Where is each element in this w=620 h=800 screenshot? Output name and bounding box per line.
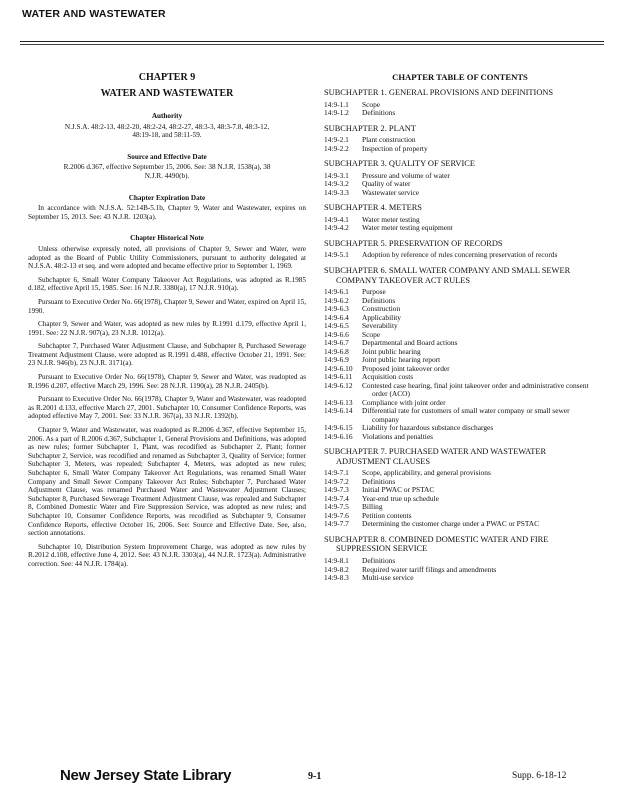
running-header: WATER AND WASTEWATER [22,8,166,20]
subchapter-heading: SUBCHAPTER 1. GENERAL PROVISIONS AND DEFINITIONS [324,88,554,97]
expiration-text: In accordance with N.J.S.A. 52:14B-5.1b, Chapter 9, Water and Wastewater, expires on September 15, 2013. See: 43 N.J.R. 1203(a). [28,204,306,221]
section-number: 14:9-6.3 [324,304,349,314]
section-number: 14:9-7.4 [324,493,349,503]
toc-entry [324,433,596,442]
toc-entry [324,574,596,583]
section-number: 14:9-7.2 [324,476,349,486]
history-notes [28,245,306,569]
section-number: 14:9-6.6 [324,329,349,339]
toc-entry [324,109,596,118]
section-title: Plant construction [362,135,416,145]
section-number: 14:9-4.1 [324,214,349,224]
section-number: 14:9-6.9 [324,355,349,365]
section-number: 14:9-6.16 [324,431,353,441]
section-title: Acquisition costs [362,372,414,382]
subchapter-heading: SUBCHAPTER 3. QUALITY OF SERVICE [324,159,475,169]
section-number: 14:9-2.2 [324,143,349,153]
section-number: 14:9-6.8 [324,346,349,356]
history-paragraph: Chapter 9, Sewer and Water, was adopted as new rules by R.1991 d.179, effective April 1, 1991. See: 22 N.J.R. 907(a), 23 N.J.R. 1012(a). [28,320,306,337]
table-of-contents [324,88,596,583]
expiration-heading: Chapter Expiration Date [128,193,206,202]
history-paragraph: Chapter 9, Water and Wastewater, was readopted as R.2006 d.367, effective September 15, 2006. As a part of R.2006 d.367, Subchapter 1, General Provisions and Definitions, was adopted as new rules; former Subchapter 1, Plant, was recodified as Subchapter 2, Plant; former Subchapter 2, Service, was recodified and renamed as Subchapter 3, Quality of Service; former Subchapter 3, Meters, was repealed; Subchapter 4, Meters, was adopted as new rules; Subchapter 6, Small Water Company Takeover Act Regulations, was renamed Small Water Company and Small Sewer Company Takeover Act Rules; Subchapter 7, Purchased Water Adjustment Clause, was renamed Purchased Water and Wastewater Adjustment Clauses; Subchapter 8, Purchased Sewerage Treatment Adjustment Clause, was repealed and Subchapter 8, Combined Domestic Water and Fire Suppression Service, was adopted as new rules; and Subchapter 10, Consumer Confidence Reports, was recodified as Subchapter 9, Consumer Confidence Reports, effective October 16, 2006. See: Source and Effective Date. See, also, section annotations. [28,426,306,538]
history-paragraph: Subchapter 6, Small Water Company Takeover Act Regulations, was adopted as R.1985 d.182, effective April 15, 1985. See: 16 N.J.R. 3380(a), 17 N.J.R. 910(a). [28,275,306,293]
section-title: Purpose [362,287,386,297]
section-number: 14:9-8.2 [324,564,349,574]
section-title: Violations and penalties [362,431,433,441]
section-number: 14:9-6.15 [324,423,353,433]
history-heading: Chapter Historical Note [130,234,204,243]
toc-entry [324,251,596,260]
source-heading: Source and Effective Date [127,152,207,161]
section-title: Wastewater service [362,187,420,197]
section-title: Departmental and Board actions [362,338,458,348]
section-number: 14:9-8.1 [324,556,349,566]
section-number: 14:9-1.1 [324,99,349,109]
section-number: 14:9-7.3 [324,485,349,495]
authority-heading: Authority [151,112,183,120]
supplement-date: Supp. 6-18-12 [512,771,567,781]
history-paragraph: Pursuant to Executive Order No. 66(1978), Chapter 9, Sewer and Water, expired on April 15, 1990. [28,297,306,315]
section-title: Water meter testing [362,214,420,224]
section-title: Water meter testing equipment [362,223,453,233]
section-number: 14:9-3.3 [324,187,349,197]
header-rule-thin [20,44,604,45]
section-title: Multi-use service [362,573,414,583]
section-number: 14:9-1.2 [324,108,349,118]
section-title: Scope, applicability, and general provisions [362,468,491,478]
section-title: Year-end true up schedule [362,493,439,503]
section-number: 14:9-6.13 [324,397,353,407]
section-number: 14:9-6.7 [324,338,349,348]
subchapter-heading: SUBCHAPTER 2. PLANT [324,123,416,133]
chapter-label: CHAPTER 9 [138,72,196,83]
source-text: R.2006 d.367, effective September 15, 2006. See: 38 N.J.R. 1538(a), 38 N.J.R. 4490(b). [63,163,271,180]
section-number: 14:9-8.3 [324,573,349,583]
history-paragraph: Unless otherwise expressly noted, all provisions of Chapter 9, Sewer and Water, were adopted as the Board of Public Utility Commissioners, pursuant to authority delegated at N.J.S.A. 48:2-13 et seq. and were adopted and became effective prior to September 1, 1969. [28,244,306,271]
section-title: Quality of water [362,179,411,189]
section-title: Inspection of property [362,143,428,153]
right-column [324,72,596,583]
section-number: 14:9-6.1 [324,287,349,297]
section-number: 14:9-7.6 [324,510,349,520]
section-number: 14:9-7.1 [324,468,349,478]
section-number: 14:9-6.14 [324,406,353,416]
page-number: 9-1 [308,771,322,782]
section-title: Determining the customer charge under a PWAC or PSTAC [362,519,540,529]
section-title: Construction [362,304,401,314]
section-title: Definitions [362,295,396,305]
section-title: Required water tariff filings and amendments [362,564,497,574]
section-number: 14:9-3.2 [324,179,349,189]
toc-entry [324,407,596,424]
toc-entry [324,224,596,233]
section-number: 14:9-2.1 [324,135,349,145]
section-title: Contested case hearing, final joint takeover order and administrative consent order (ACO) [362,380,589,399]
section-number: 14:9-7.5 [324,502,349,512]
section-number: 14:9-5.1 [324,250,349,260]
history-paragraph: Pursuant to Executive Order No. 66(1978), Chapter 9, Water and Wastewater, was readopted as R.2001 d.133, effective March 27, 2001. Subchapter 10, Consumer Confidence Reports, was adopted effective May 7, 2001. See: 33 N.J.R. 367(a), 33 N.J.R. 1392(b). [28,395,306,421]
section-number: 14:9-6.10 [324,363,353,373]
library-name: New Jersey State Library [60,767,232,784]
history-paragraph: Pursuant to Executive Order No. 66(1978), Chapter 9, Sewer and Water, was readopted as R.1996 d.207, effective March 29, 1996. See: 28 N.J.R. 1190(a), 28 N.J.R. 2405(b). [28,373,306,390]
section-title: Pressure and volume of water [362,170,450,180]
history-paragraph: Subchapter 10, Distribution System Improvement Charge, was adopted as new rules by R.2012 d.108, effective June 4, 2012. See: 43 N.J.R. 3303(a), 44 N.J.R. 1723(a). Administrative correction. See: 44 N.J.R. 1784(a). [28,542,306,568]
section-title: Liability for hazardous substance discharges [362,423,494,433]
toc-entry [324,189,596,198]
section-title: Joint public hearing report [362,355,441,365]
section-number: 14:9-6.5 [324,321,349,331]
section-title: Compliance with joint order [362,397,446,407]
subchapter-heading: SUBCHAPTER 7. PURCHASED WATER AND WASTEWATER ADJUSTMENT CLAUSES [324,447,547,466]
section-title: Scope [362,99,381,109]
toc-title: CHAPTER TABLE OF CONTENTS [392,72,528,82]
toc-entry [324,382,596,399]
section-number: 14:9-6.12 [324,380,353,390]
section-title: Petition contents [362,510,412,520]
section-title: Applicability [362,312,401,322]
section-title: Joint public hearing [362,346,421,356]
chapter-title: WATER AND WASTEWATER [100,88,234,99]
header-rule [20,41,604,42]
section-title: Definitions [362,476,396,486]
section-number: 14:9-3.1 [324,170,349,180]
section-number: 14:9-7.7 [324,519,349,529]
left-column [28,72,306,574]
section-title: Scope [362,329,381,339]
section-number: 14:9-6.2 [324,295,349,305]
section-title: Initial PWAC or PSTAC [362,485,435,495]
section-number: 14:9-6.4 [324,312,349,322]
toc-entry [324,520,596,529]
section-title: Definitions [362,556,396,566]
subchapter-heading: SUBCHAPTER 4. METERS [324,203,422,213]
section-title: Billing [362,502,383,512]
toc-entry [324,145,596,154]
section-title: Definitions [362,108,396,118]
authority-text: N.J.S.A. 48:2-13, 48:2-20, 48:2-24, 48:2-27, 48:3-3, 48:3-7.8, 48:3-12, 48:19-18, and 58:11-59. [64,122,270,140]
section-number: 14:9-4.2 [324,223,349,233]
subchapter-heading: SUBCHAPTER 8. COMBINED DOMESTIC WATER AND FIRE SUPPRESSION SERVICE [324,534,549,554]
history-paragraph: Subchapter 7, Purchased Water Adjustment Clause, and Subchapter 8, Purchased Sewerage Treatment Adjustment Clause, were adopted as R.1991 d.488, effective October 21, 1991. See: 23 N.J.R. 946(b), 23 N.J.R. 3171(a). [28,342,306,368]
section-number: 14:9-6.11 [324,372,353,382]
section-title: Proposed joint takeover order [362,363,450,373]
section-title: Severability [362,321,398,331]
subchapter-heading: SUBCHAPTER 5. PRESERVATION OF RECORDS [324,238,503,248]
subchapter-heading: SUBCHAPTER 6. SMALL WATER COMPANY AND SMALL SEWER COMPANY TAKEOVER ACT RULES [324,265,571,285]
section-title: Differential rate for customers of small water company or small sewer company [362,406,570,424]
section-title: Adoption by reference of rules concerning preservation of records [362,250,558,260]
